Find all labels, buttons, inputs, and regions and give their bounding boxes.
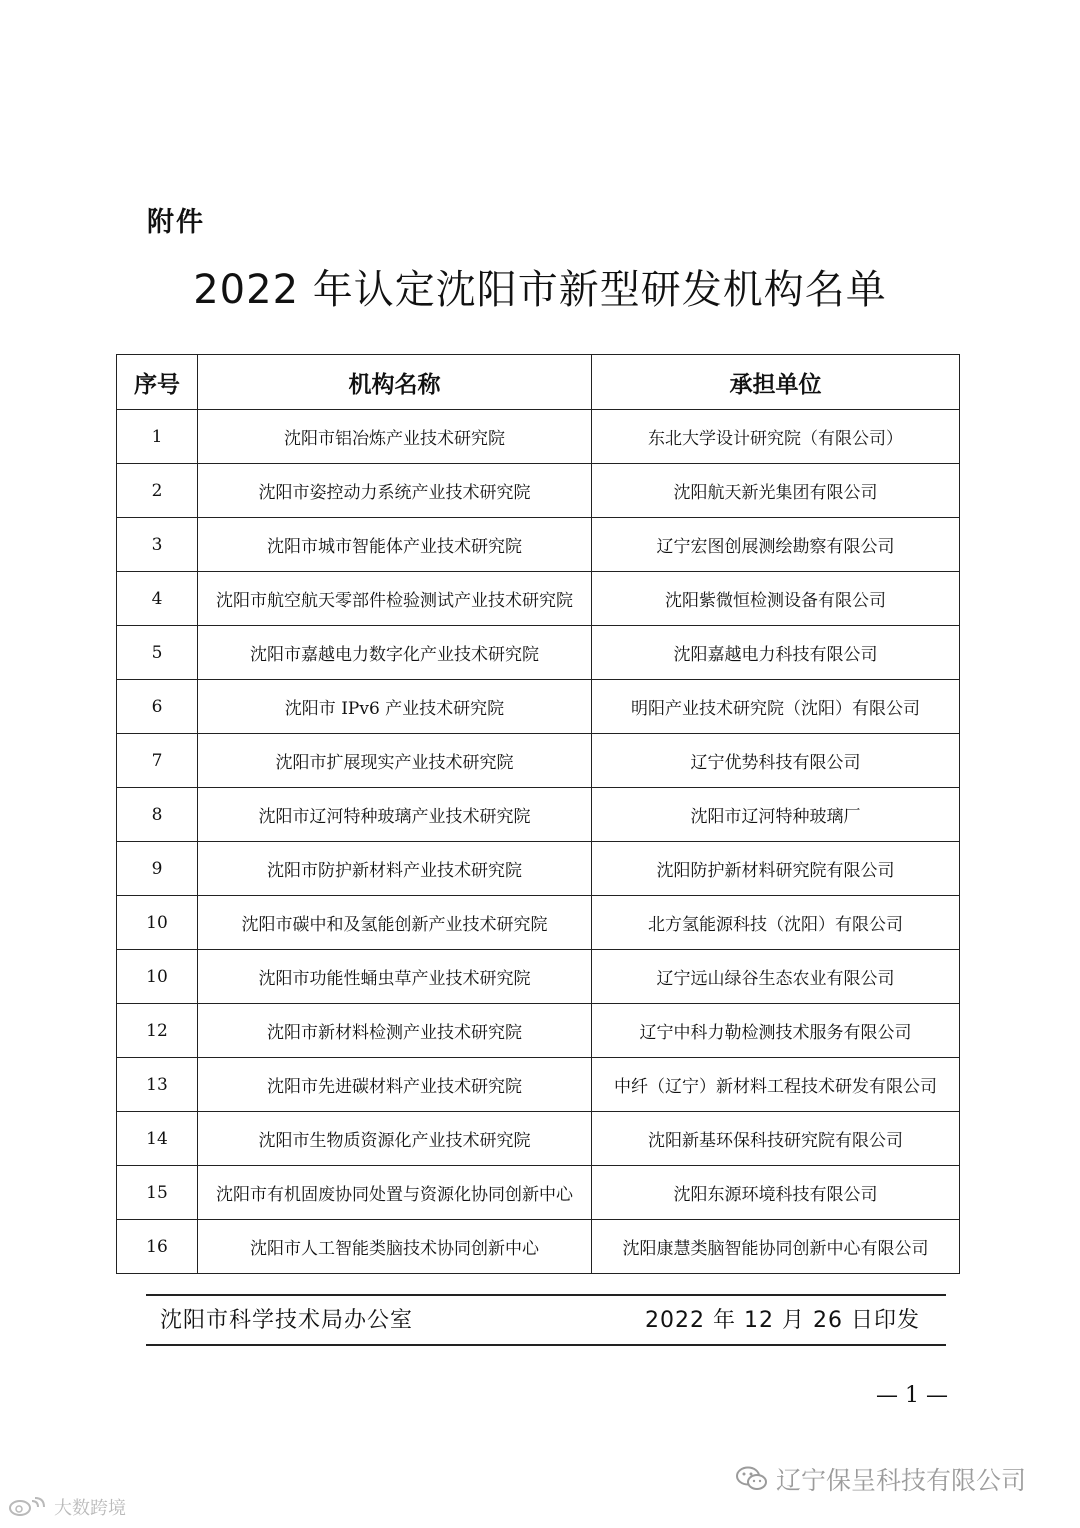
table-row: [117, 680, 960, 734]
row-unit: 北方氢能源科技（沈阳）有限公司: [592, 896, 960, 950]
header-responsible-unit: 承担单位: [592, 355, 960, 410]
row-unit: 东北大学设计研究院（有限公司）: [592, 410, 960, 464]
row-institution: 沈阳市人工智能类脑技术协同创新中心: [198, 1220, 592, 1274]
row-number: 12: [117, 1004, 198, 1058]
row-institution: 沈阳市航空航天零部件检验测试产业技术研究院: [198, 572, 592, 626]
row-unit: 沈阳航天新光集团有限公司: [592, 464, 960, 518]
row-institution: 沈阳市有机固废协同处置与资源化协同创新中心: [198, 1166, 592, 1220]
row-number: 1: [117, 410, 198, 464]
row-unit: 沈阳防护新材料研究院有限公司: [592, 842, 960, 896]
institution-table: [116, 354, 960, 1274]
row-institution: 沈阳市姿控动力系统产业技术研究院: [198, 464, 592, 518]
table-header-row: [117, 355, 960, 410]
row-institution: 沈阳市铝冶炼产业技术研究院: [198, 410, 592, 464]
row-institution: 沈阳市扩展现实产业技术研究院: [198, 734, 592, 788]
row-institution: 沈阳市 IPv6 产业技术研究院: [198, 680, 592, 734]
header-serial-number: 序号: [117, 355, 198, 410]
table-row: [117, 788, 960, 842]
attachment-label: 附件: [147, 207, 205, 238]
row-institution: 沈阳市辽河特种玻璃产业技术研究院: [198, 788, 592, 842]
table-row: [117, 518, 960, 572]
row-number: 8: [117, 788, 198, 842]
table-row: [117, 572, 960, 626]
row-unit: 沈阳康慧类脑智能协同创新中心有限公司: [592, 1220, 960, 1274]
row-number: 16: [117, 1220, 198, 1274]
table-row: [117, 1112, 960, 1166]
row-institution: 沈阳市生物质资源化产业技术研究院: [198, 1112, 592, 1166]
document-title: 2022 年认定沈阳市新型研发机构名单: [193, 267, 887, 313]
table-row: [117, 464, 960, 518]
table-row: [117, 626, 960, 680]
table-row: [117, 734, 960, 788]
source-watermark: [8, 1494, 126, 1520]
row-unit: 明阳产业技术研究院（沈阳）有限公司: [592, 680, 960, 734]
row-unit: 辽宁远山绿谷生态农业有限公司: [592, 950, 960, 1004]
page-number: — 1 —: [876, 1383, 948, 1408]
source-watermark-text: 大数跨境: [54, 1498, 126, 1519]
weibo-logo-icon: [8, 1497, 50, 1517]
row-number: 5: [117, 626, 198, 680]
wechat-watermark: [736, 1461, 1026, 1497]
row-institution: 沈阳市功能性蛹虫草产业技术研究院: [198, 950, 592, 1004]
table-row: [117, 842, 960, 896]
row-number: 10: [117, 896, 198, 950]
row-institution: 沈阳市碳中和及氢能创新产业技术研究院: [198, 896, 592, 950]
row-institution: 沈阳市城市智能体产业技术研究院: [198, 518, 592, 572]
row-institution: 沈阳市防护新材料产业技术研究院: [198, 842, 592, 896]
header-institution-name: 机构名称: [198, 355, 592, 410]
row-institution: 沈阳市先进碳材料产业技术研究院: [198, 1058, 592, 1112]
issuer-name: 沈阳市科学技术局办公室: [160, 1308, 414, 1333]
footer-bottom-rule: [146, 1344, 946, 1346]
table-row: [117, 1220, 960, 1274]
table-row: [117, 896, 960, 950]
row-unit: 辽宁中科力勒检测技术服务有限公司: [592, 1004, 960, 1058]
row-unit: 沈阳东源环境科技有限公司: [592, 1166, 960, 1220]
footer-top-rule: [146, 1294, 946, 1296]
wechat-account-name: 辽宁保呈科技有限公司: [776, 1466, 1027, 1495]
table-row: [117, 410, 960, 464]
row-institution: 沈阳市新材料检测产业技术研究院: [198, 1004, 592, 1058]
row-number: 13: [117, 1058, 198, 1112]
row-number: 10: [117, 950, 198, 1004]
row-number: 3: [117, 518, 198, 572]
wechat-icon: [736, 1466, 768, 1492]
row-unit: 沈阳紫微恒检测设备有限公司: [592, 572, 960, 626]
table-row: [117, 950, 960, 1004]
row-unit: 辽宁宏图创展测绘勘察有限公司: [592, 518, 960, 572]
row-institution: 沈阳市嘉越电力数字化产业技术研究院: [198, 626, 592, 680]
row-number: 7: [117, 734, 198, 788]
row-number: 15: [117, 1166, 198, 1220]
table-row: [117, 1004, 960, 1058]
row-unit: 沈阳嘉越电力科技有限公司: [592, 626, 960, 680]
table-row: [117, 1058, 960, 1112]
issue-date: 2022 年 12 月 26 日印发: [645, 1308, 920, 1333]
row-number: 9: [117, 842, 198, 896]
row-unit: 辽宁优势科技有限公司: [592, 734, 960, 788]
row-number: 6: [117, 680, 198, 734]
row-number: 4: [117, 572, 198, 626]
row-unit: 沈阳新基环保科技研究院有限公司: [592, 1112, 960, 1166]
row-unit: 中纤（辽宁）新材料工程技术研发有限公司: [592, 1058, 960, 1112]
row-unit: 沈阳市辽河特种玻璃厂: [592, 788, 960, 842]
table-row: [117, 1166, 960, 1220]
row-number: 14: [117, 1112, 198, 1166]
row-number: 2: [117, 464, 198, 518]
